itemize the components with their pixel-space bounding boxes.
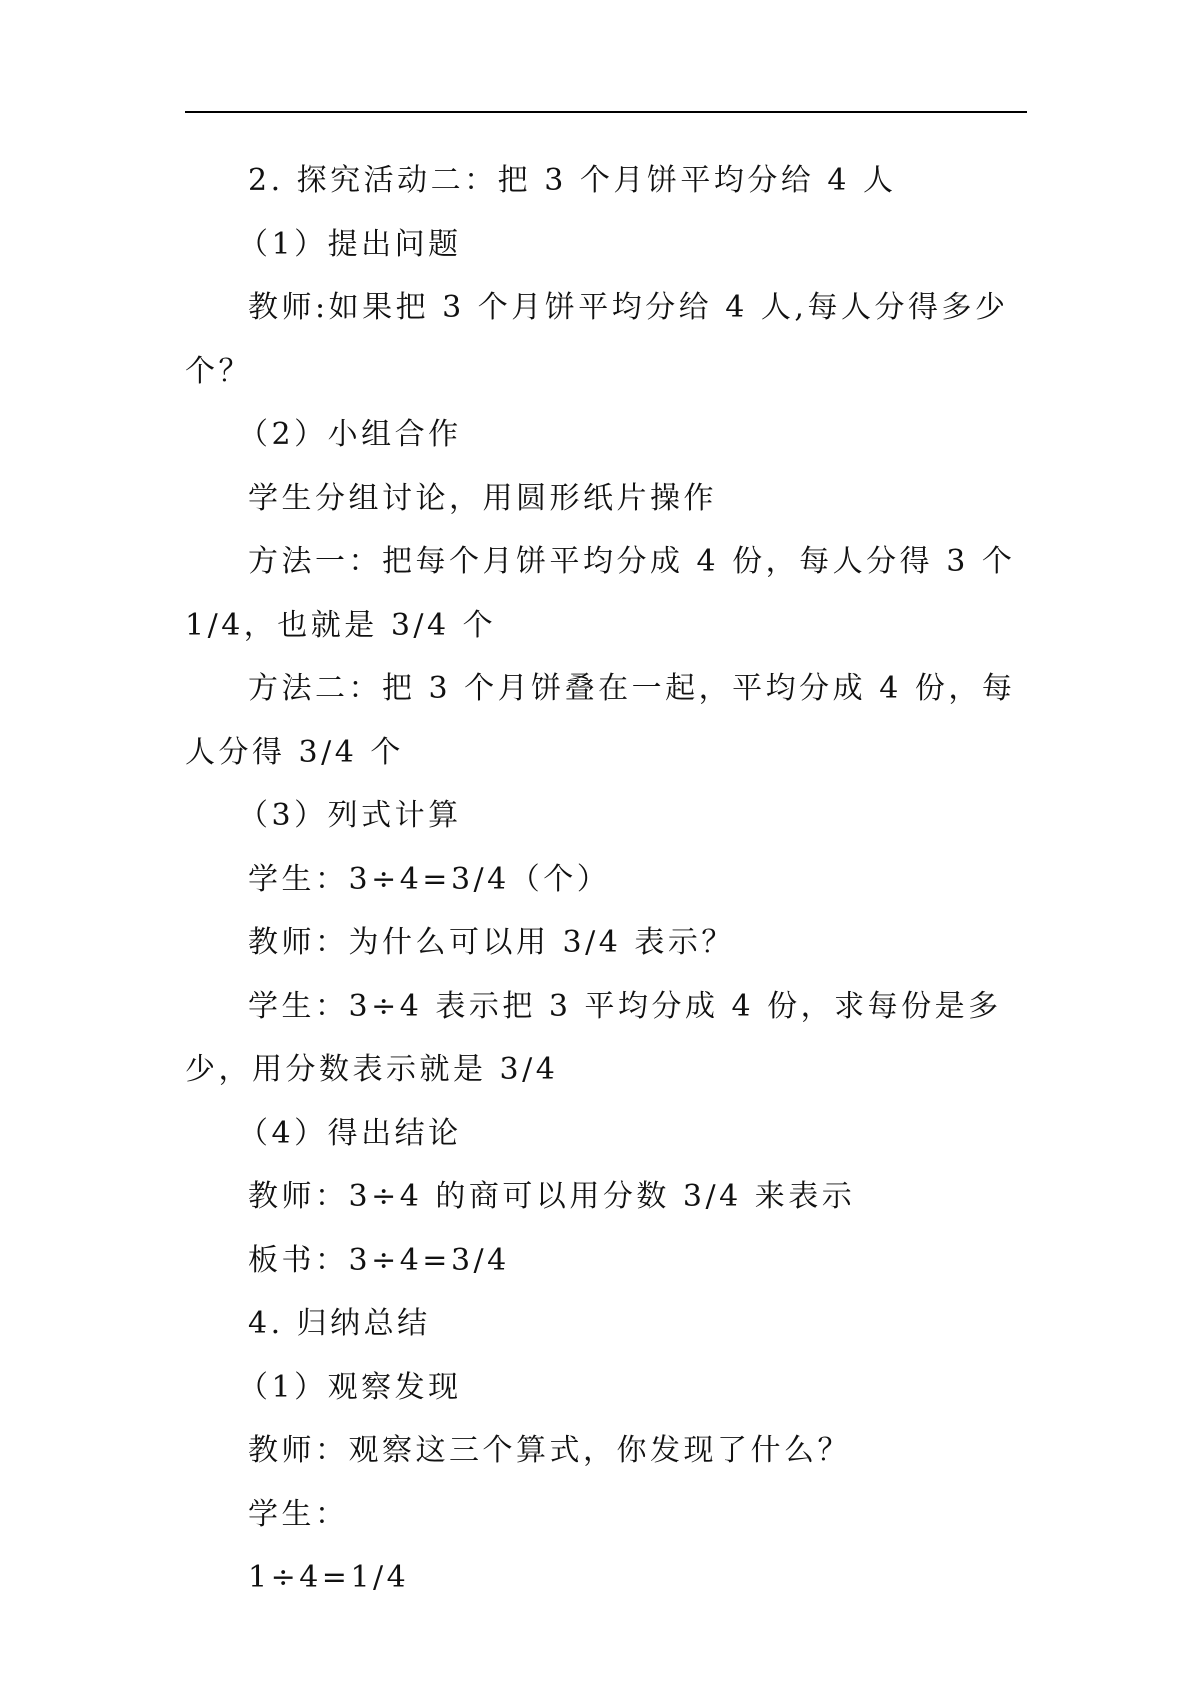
subheading-conclusion: （4）得出结论: [238, 1115, 462, 1151]
teacher-conclusion: 教师：3÷4 的商可以用分数 3/4 来表示: [248, 1179, 856, 1214]
method-one: 方法一：把每个月饼平均分成 4 份，每人分得 3 个 1/4，也就是 3/4 个: [185, 544, 1016, 643]
subheading-observe: （1）观察发现: [238, 1369, 462, 1405]
document-body: [185, 149, 1030, 1610]
method-two: 方法二：把 3 个月饼叠在一起，平均分成 4 份，每人分得 3/4 个: [185, 671, 1016, 770]
subheading-group-work: （2）小组合作: [238, 417, 462, 452]
subheading-calculation: （3）列式计算: [238, 798, 462, 833]
student-label: 学生：: [248, 1496, 349, 1532]
blackboard-note: 板书：3÷4=3/4: [248, 1242, 510, 1278]
teacher-why-question: 教师：为什么可以用 3/4 表示？: [248, 925, 735, 960]
header-rule: [185, 111, 1027, 113]
teacher-observe-question: 教师：观察这三个算式，你发现了什么？: [248, 1433, 851, 1468]
section-heading-summary: 4. 归纳总结: [248, 1306, 431, 1341]
student-group-discussion: 学生分组讨论，用圆形纸片操作: [248, 480, 717, 516]
student-equation: 学生：3÷4=3/4（个）: [248, 861, 611, 897]
section-heading-activity-2: 2. 探究活动二：把 3 个月饼平均分给 4 人: [248, 163, 897, 198]
student-explanation: 学生：3÷4 表示把 3 平均分成 4 份，求每份是多少，用分数表示就是 3/4: [185, 988, 1002, 1087]
subheading-raise-question: （1）提出问题: [238, 226, 462, 262]
equation-1-div-4: 1÷4=1/4: [248, 1560, 410, 1595]
teacher-question: 教师:如果把 3 个月饼平均分给 4 人,每人分得多少个？: [185, 290, 1009, 389]
